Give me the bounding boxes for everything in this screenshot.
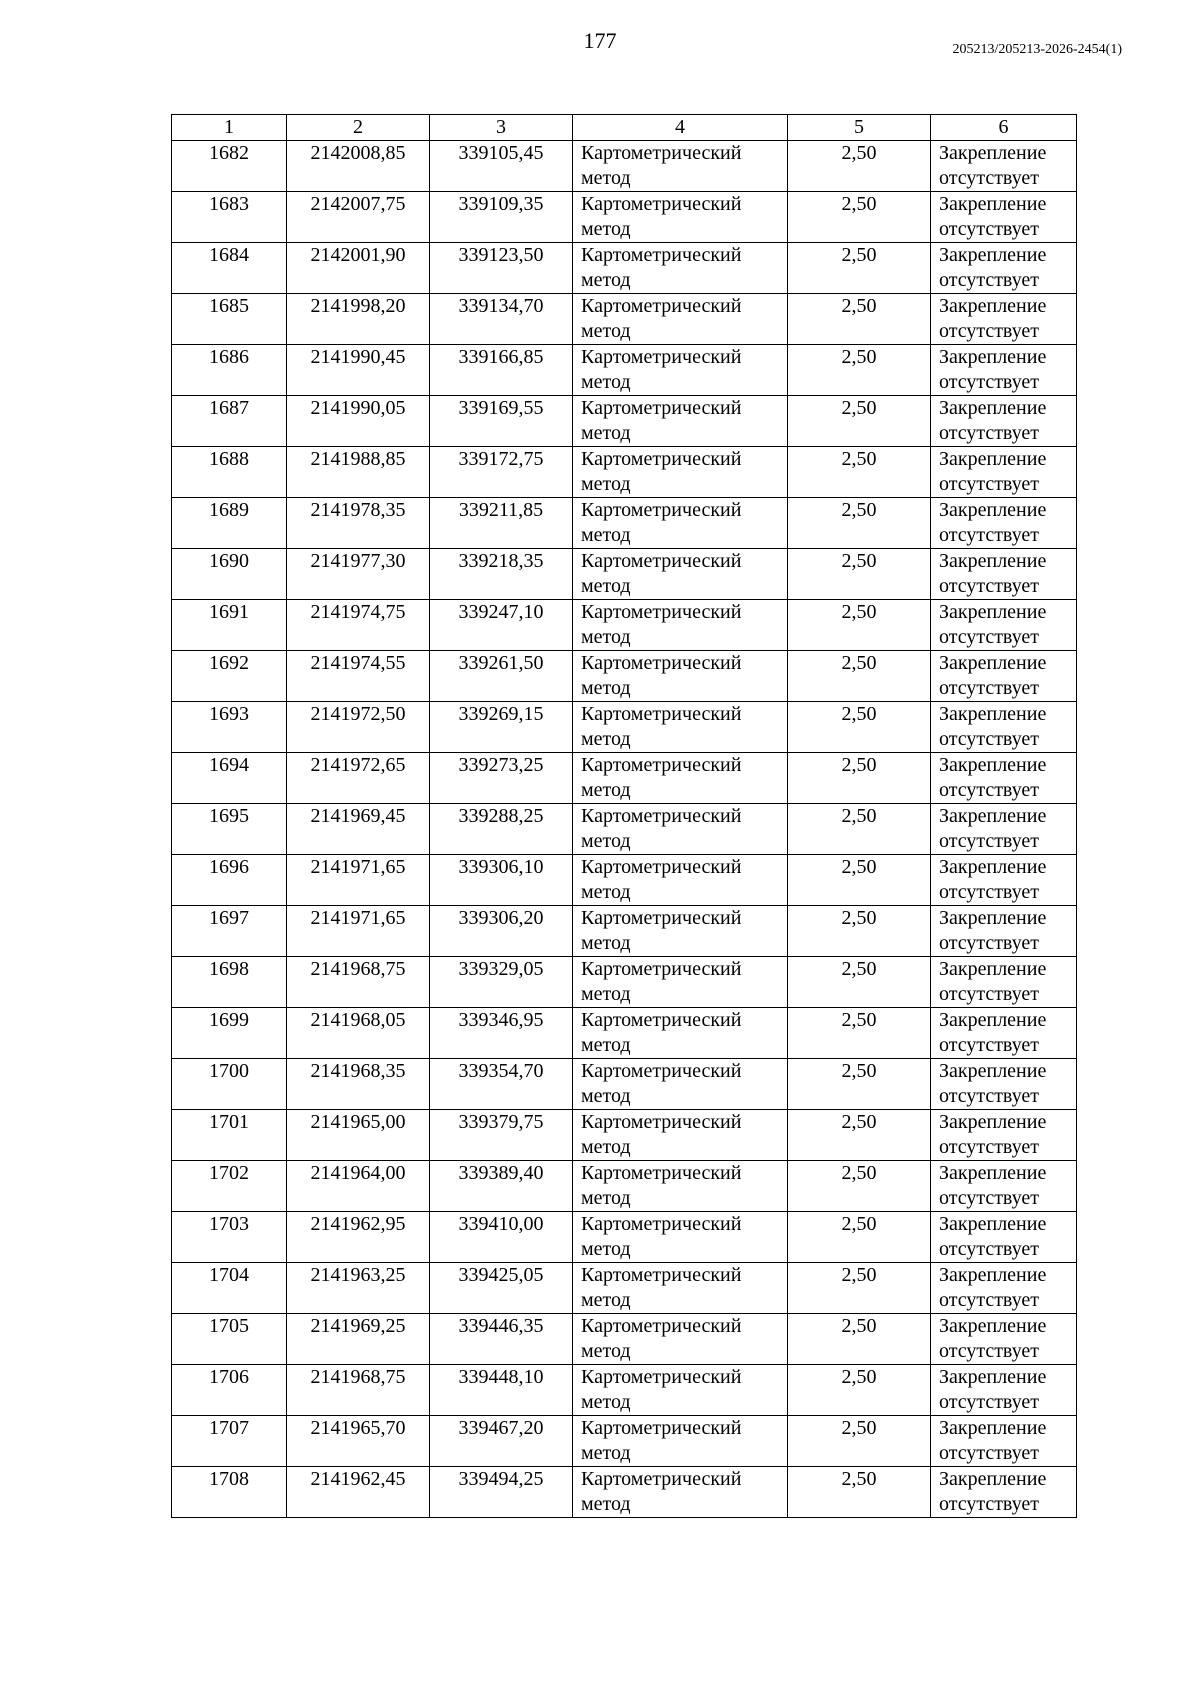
accuracy-cell: 2,50 — [788, 957, 931, 1008]
method-cell: Картометрический метод — [573, 1161, 788, 1212]
method-cell: Картометрический метод — [573, 600, 788, 651]
table-row — [172, 855, 1077, 906]
fixing-description-cell: Закрепление отсутствует — [931, 957, 1077, 1008]
table-row — [172, 345, 1077, 396]
point-number-cell: 1701 — [172, 1110, 287, 1161]
y-coordinate-cell: 339379,75 — [430, 1110, 573, 1161]
accuracy-cell: 2,50 — [788, 345, 931, 396]
x-coordinate-cell: 2141972,65 — [287, 753, 430, 804]
table-row — [172, 1467, 1077, 1518]
fixing-description-cell: Закрепление отсутствует — [931, 141, 1077, 192]
column-header: 3 — [430, 115, 573, 141]
method-cell: Картометрический метод — [573, 1467, 788, 1518]
y-coordinate-cell: 339134,70 — [430, 294, 573, 345]
y-coordinate-cell: 339425,05 — [430, 1263, 573, 1314]
table-row — [172, 1008, 1077, 1059]
y-coordinate-cell: 339105,45 — [430, 141, 573, 192]
method-cell: Картометрический метод — [573, 1314, 788, 1365]
accuracy-cell: 2,50 — [788, 1467, 931, 1518]
y-coordinate-cell: 339109,35 — [430, 192, 573, 243]
y-coordinate-cell: 339218,35 — [430, 549, 573, 600]
table-row — [172, 753, 1077, 804]
x-coordinate-cell: 2141968,75 — [287, 1365, 430, 1416]
point-number-cell: 1695 — [172, 804, 287, 855]
table-row — [172, 1212, 1077, 1263]
x-coordinate-cell: 2141969,25 — [287, 1314, 430, 1365]
table-header-row — [172, 115, 1077, 141]
x-coordinate-cell: 2141962,95 — [287, 1212, 430, 1263]
method-cell: Картометрический метод — [573, 753, 788, 804]
x-coordinate-cell: 2141969,45 — [287, 804, 430, 855]
x-coordinate-cell: 2141971,65 — [287, 906, 430, 957]
accuracy-cell: 2,50 — [788, 1314, 931, 1365]
document-id: 205213/205213-2026-2454(1) — [952, 42, 1122, 57]
method-cell: Картометрический метод — [573, 1008, 788, 1059]
y-coordinate-cell: 339446,35 — [430, 1314, 573, 1365]
fixing-description-cell: Закрепление отсутствует — [931, 600, 1077, 651]
x-coordinate-cell: 2141974,75 — [287, 600, 430, 651]
x-coordinate-cell: 2141968,75 — [287, 957, 430, 1008]
point-number-cell: 1704 — [172, 1263, 287, 1314]
fixing-description-cell: Закрепление отсутствует — [931, 1110, 1077, 1161]
fixing-description-cell: Закрепление отсутствует — [931, 498, 1077, 549]
method-cell: Картометрический метод — [573, 396, 788, 447]
y-coordinate-cell: 339261,50 — [430, 651, 573, 702]
y-coordinate-cell: 339123,50 — [430, 243, 573, 294]
x-coordinate-cell: 2141998,20 — [287, 294, 430, 345]
accuracy-cell: 2,50 — [788, 906, 931, 957]
fixing-description-cell: Закрепление отсутствует — [931, 804, 1077, 855]
point-number-cell: 1705 — [172, 1314, 287, 1365]
method-cell: Картометрический метод — [573, 855, 788, 906]
accuracy-cell: 2,50 — [788, 1161, 931, 1212]
point-number-cell: 1702 — [172, 1161, 287, 1212]
y-coordinate-cell: 339269,15 — [430, 702, 573, 753]
method-cell: Картометрический метод — [573, 345, 788, 396]
fixing-description-cell: Закрепление отсутствует — [931, 855, 1077, 906]
accuracy-cell: 2,50 — [788, 141, 931, 192]
fixing-description-cell: Закрепление отсутствует — [931, 906, 1077, 957]
accuracy-cell: 2,50 — [788, 1059, 931, 1110]
fixing-description-cell: Закрепление отсутствует — [931, 1161, 1077, 1212]
table-row — [172, 1263, 1077, 1314]
y-coordinate-cell: 339448,10 — [430, 1365, 573, 1416]
point-number-cell: 1698 — [172, 957, 287, 1008]
accuracy-cell: 2,50 — [788, 651, 931, 702]
table-row — [172, 957, 1077, 1008]
accuracy-cell: 2,50 — [788, 1110, 931, 1161]
method-cell: Картометрический метод — [573, 192, 788, 243]
x-coordinate-cell: 2141964,00 — [287, 1161, 430, 1212]
point-number-cell: 1700 — [172, 1059, 287, 1110]
method-cell: Картометрический метод — [573, 549, 788, 600]
coordinates-table — [171, 114, 1077, 1518]
x-coordinate-cell: 2141977,30 — [287, 549, 430, 600]
x-coordinate-cell: 2141965,70 — [287, 1416, 430, 1467]
table-row — [172, 1110, 1077, 1161]
table-row — [172, 396, 1077, 447]
table-row — [172, 702, 1077, 753]
y-coordinate-cell: 339467,20 — [430, 1416, 573, 1467]
y-coordinate-cell: 339354,70 — [430, 1059, 573, 1110]
accuracy-cell: 2,50 — [788, 855, 931, 906]
y-coordinate-cell: 339166,85 — [430, 345, 573, 396]
table-row — [172, 1314, 1077, 1365]
point-number-cell: 1693 — [172, 702, 287, 753]
fixing-description-cell: Закрепление отсутствует — [931, 549, 1077, 600]
y-coordinate-cell: 339346,95 — [430, 1008, 573, 1059]
method-cell: Картометрический метод — [573, 243, 788, 294]
table-row — [172, 192, 1077, 243]
method-cell: Картометрический метод — [573, 1365, 788, 1416]
y-coordinate-cell: 339389,40 — [430, 1161, 573, 1212]
x-coordinate-cell: 2141963,25 — [287, 1263, 430, 1314]
table-row — [172, 1059, 1077, 1110]
method-cell: Картометрический метод — [573, 498, 788, 549]
y-coordinate-cell: 339273,25 — [430, 753, 573, 804]
y-coordinate-cell: 339288,25 — [430, 804, 573, 855]
x-coordinate-cell: 2141988,85 — [287, 447, 430, 498]
column-header: 6 — [931, 115, 1077, 141]
y-coordinate-cell: 339247,10 — [430, 600, 573, 651]
method-cell: Картометрический метод — [573, 702, 788, 753]
point-number-cell: 1685 — [172, 294, 287, 345]
accuracy-cell: 2,50 — [788, 1416, 931, 1467]
point-number-cell: 1688 — [172, 447, 287, 498]
point-number-cell: 1684 — [172, 243, 287, 294]
method-cell: Картометрический метод — [573, 651, 788, 702]
table-row — [172, 804, 1077, 855]
x-coordinate-cell: 2141968,05 — [287, 1008, 430, 1059]
table-row — [172, 906, 1077, 957]
x-coordinate-cell: 2141962,45 — [287, 1467, 430, 1518]
x-coordinate-cell: 2141990,45 — [287, 345, 430, 396]
point-number-cell: 1686 — [172, 345, 287, 396]
fixing-description-cell: Закрепление отсутствует — [931, 345, 1077, 396]
fixing-description-cell: Закрепление отсутствует — [931, 243, 1077, 294]
x-coordinate-cell: 2141965,00 — [287, 1110, 430, 1161]
table-row — [172, 243, 1077, 294]
table-row — [172, 141, 1077, 192]
fixing-description-cell: Закрепление отсутствует — [931, 396, 1077, 447]
point-number-cell: 1687 — [172, 396, 287, 447]
x-coordinate-cell: 2141968,35 — [287, 1059, 430, 1110]
accuracy-cell: 2,50 — [788, 1212, 931, 1263]
accuracy-cell: 2,50 — [788, 498, 931, 549]
fixing-description-cell: Закрепление отсутствует — [931, 1263, 1077, 1314]
method-cell: Картометрический метод — [573, 447, 788, 498]
accuracy-cell: 2,50 — [788, 753, 931, 804]
x-coordinate-cell: 2142008,85 — [287, 141, 430, 192]
point-number-cell: 1697 — [172, 906, 287, 957]
accuracy-cell: 2,50 — [788, 396, 931, 447]
y-coordinate-cell: 339306,10 — [430, 855, 573, 906]
method-cell: Картометрический метод — [573, 1263, 788, 1314]
method-cell: Картометрический метод — [573, 294, 788, 345]
fixing-description-cell: Закрепление отсутствует — [931, 447, 1077, 498]
y-coordinate-cell: 339329,05 — [430, 957, 573, 1008]
point-number-cell: 1696 — [172, 855, 287, 906]
x-coordinate-cell: 2141978,35 — [287, 498, 430, 549]
point-number-cell: 1703 — [172, 1212, 287, 1263]
method-cell: Картометрический метод — [573, 1110, 788, 1161]
fixing-description-cell: Закрепление отсутствует — [931, 1059, 1077, 1110]
point-number-cell: 1689 — [172, 498, 287, 549]
x-coordinate-cell: 2141971,65 — [287, 855, 430, 906]
x-coordinate-cell: 2141974,55 — [287, 651, 430, 702]
point-number-cell: 1694 — [172, 753, 287, 804]
y-coordinate-cell: 339410,00 — [430, 1212, 573, 1263]
accuracy-cell: 2,50 — [788, 549, 931, 600]
fixing-description-cell: Закрепление отсутствует — [931, 651, 1077, 702]
point-number-cell: 1707 — [172, 1416, 287, 1467]
fixing-description-cell: Закрепление отсутствует — [931, 702, 1077, 753]
fixing-description-cell: Закрепление отсутствует — [931, 1365, 1077, 1416]
accuracy-cell: 2,50 — [788, 192, 931, 243]
table-body — [172, 115, 1077, 1518]
point-number-cell: 1683 — [172, 192, 287, 243]
table-row — [172, 651, 1077, 702]
method-cell: Картометрический метод — [573, 1059, 788, 1110]
table-row — [172, 1161, 1077, 1212]
fixing-description-cell: Закрепление отсутствует — [931, 1467, 1077, 1518]
point-number-cell: 1692 — [172, 651, 287, 702]
table-row — [172, 294, 1077, 345]
column-header: 4 — [573, 115, 788, 141]
y-coordinate-cell: 339494,25 — [430, 1467, 573, 1518]
accuracy-cell: 2,50 — [788, 1263, 931, 1314]
accuracy-cell: 2,50 — [788, 1008, 931, 1059]
y-coordinate-cell: 339211,85 — [430, 498, 573, 549]
fixing-description-cell: Закрепление отсутствует — [931, 192, 1077, 243]
point-number-cell: 1708 — [172, 1467, 287, 1518]
table-row — [172, 498, 1077, 549]
accuracy-cell: 2,50 — [788, 600, 931, 651]
accuracy-cell: 2,50 — [788, 1365, 931, 1416]
point-number-cell: 1682 — [172, 141, 287, 192]
fixing-description-cell: Закрепление отсутствует — [931, 1314, 1077, 1365]
point-number-cell: 1690 — [172, 549, 287, 600]
column-header: 2 — [287, 115, 430, 141]
accuracy-cell: 2,50 — [788, 804, 931, 855]
table-row — [172, 1416, 1077, 1467]
fixing-description-cell: Закрепление отсутствует — [931, 753, 1077, 804]
method-cell: Картометрический метод — [573, 141, 788, 192]
table-row — [172, 549, 1077, 600]
point-number-cell: 1691 — [172, 600, 287, 651]
accuracy-cell: 2,50 — [788, 294, 931, 345]
point-number-cell: 1706 — [172, 1365, 287, 1416]
x-coordinate-cell: 2142007,75 — [287, 192, 430, 243]
point-number-cell: 1699 — [172, 1008, 287, 1059]
fixing-description-cell: Закрепление отсутствует — [931, 294, 1077, 345]
method-cell: Картометрический метод — [573, 804, 788, 855]
table-row — [172, 447, 1077, 498]
column-header: 5 — [788, 115, 931, 141]
x-coordinate-cell: 2141972,50 — [287, 702, 430, 753]
accuracy-cell: 2,50 — [788, 702, 931, 753]
accuracy-cell: 2,50 — [788, 447, 931, 498]
table-row — [172, 1365, 1077, 1416]
y-coordinate-cell: 339169,55 — [430, 396, 573, 447]
x-coordinate-cell: 2141990,05 — [287, 396, 430, 447]
fixing-description-cell: Закрепление отсутствует — [931, 1008, 1077, 1059]
fixing-description-cell: Закрепление отсутствует — [931, 1416, 1077, 1467]
y-coordinate-cell: 339306,20 — [430, 906, 573, 957]
accuracy-cell: 2,50 — [788, 243, 931, 294]
method-cell: Картометрический метод — [573, 906, 788, 957]
method-cell: Картометрический метод — [573, 957, 788, 1008]
table-row — [172, 600, 1077, 651]
method-cell: Картометрический метод — [573, 1416, 788, 1467]
fixing-description-cell: Закрепление отсутствует — [931, 1212, 1077, 1263]
column-header: 1 — [172, 115, 287, 141]
page-number: 177 — [583, 28, 617, 53]
x-coordinate-cell: 2142001,90 — [287, 243, 430, 294]
y-coordinate-cell: 339172,75 — [430, 447, 573, 498]
method-cell: Картометрический метод — [573, 1212, 788, 1263]
